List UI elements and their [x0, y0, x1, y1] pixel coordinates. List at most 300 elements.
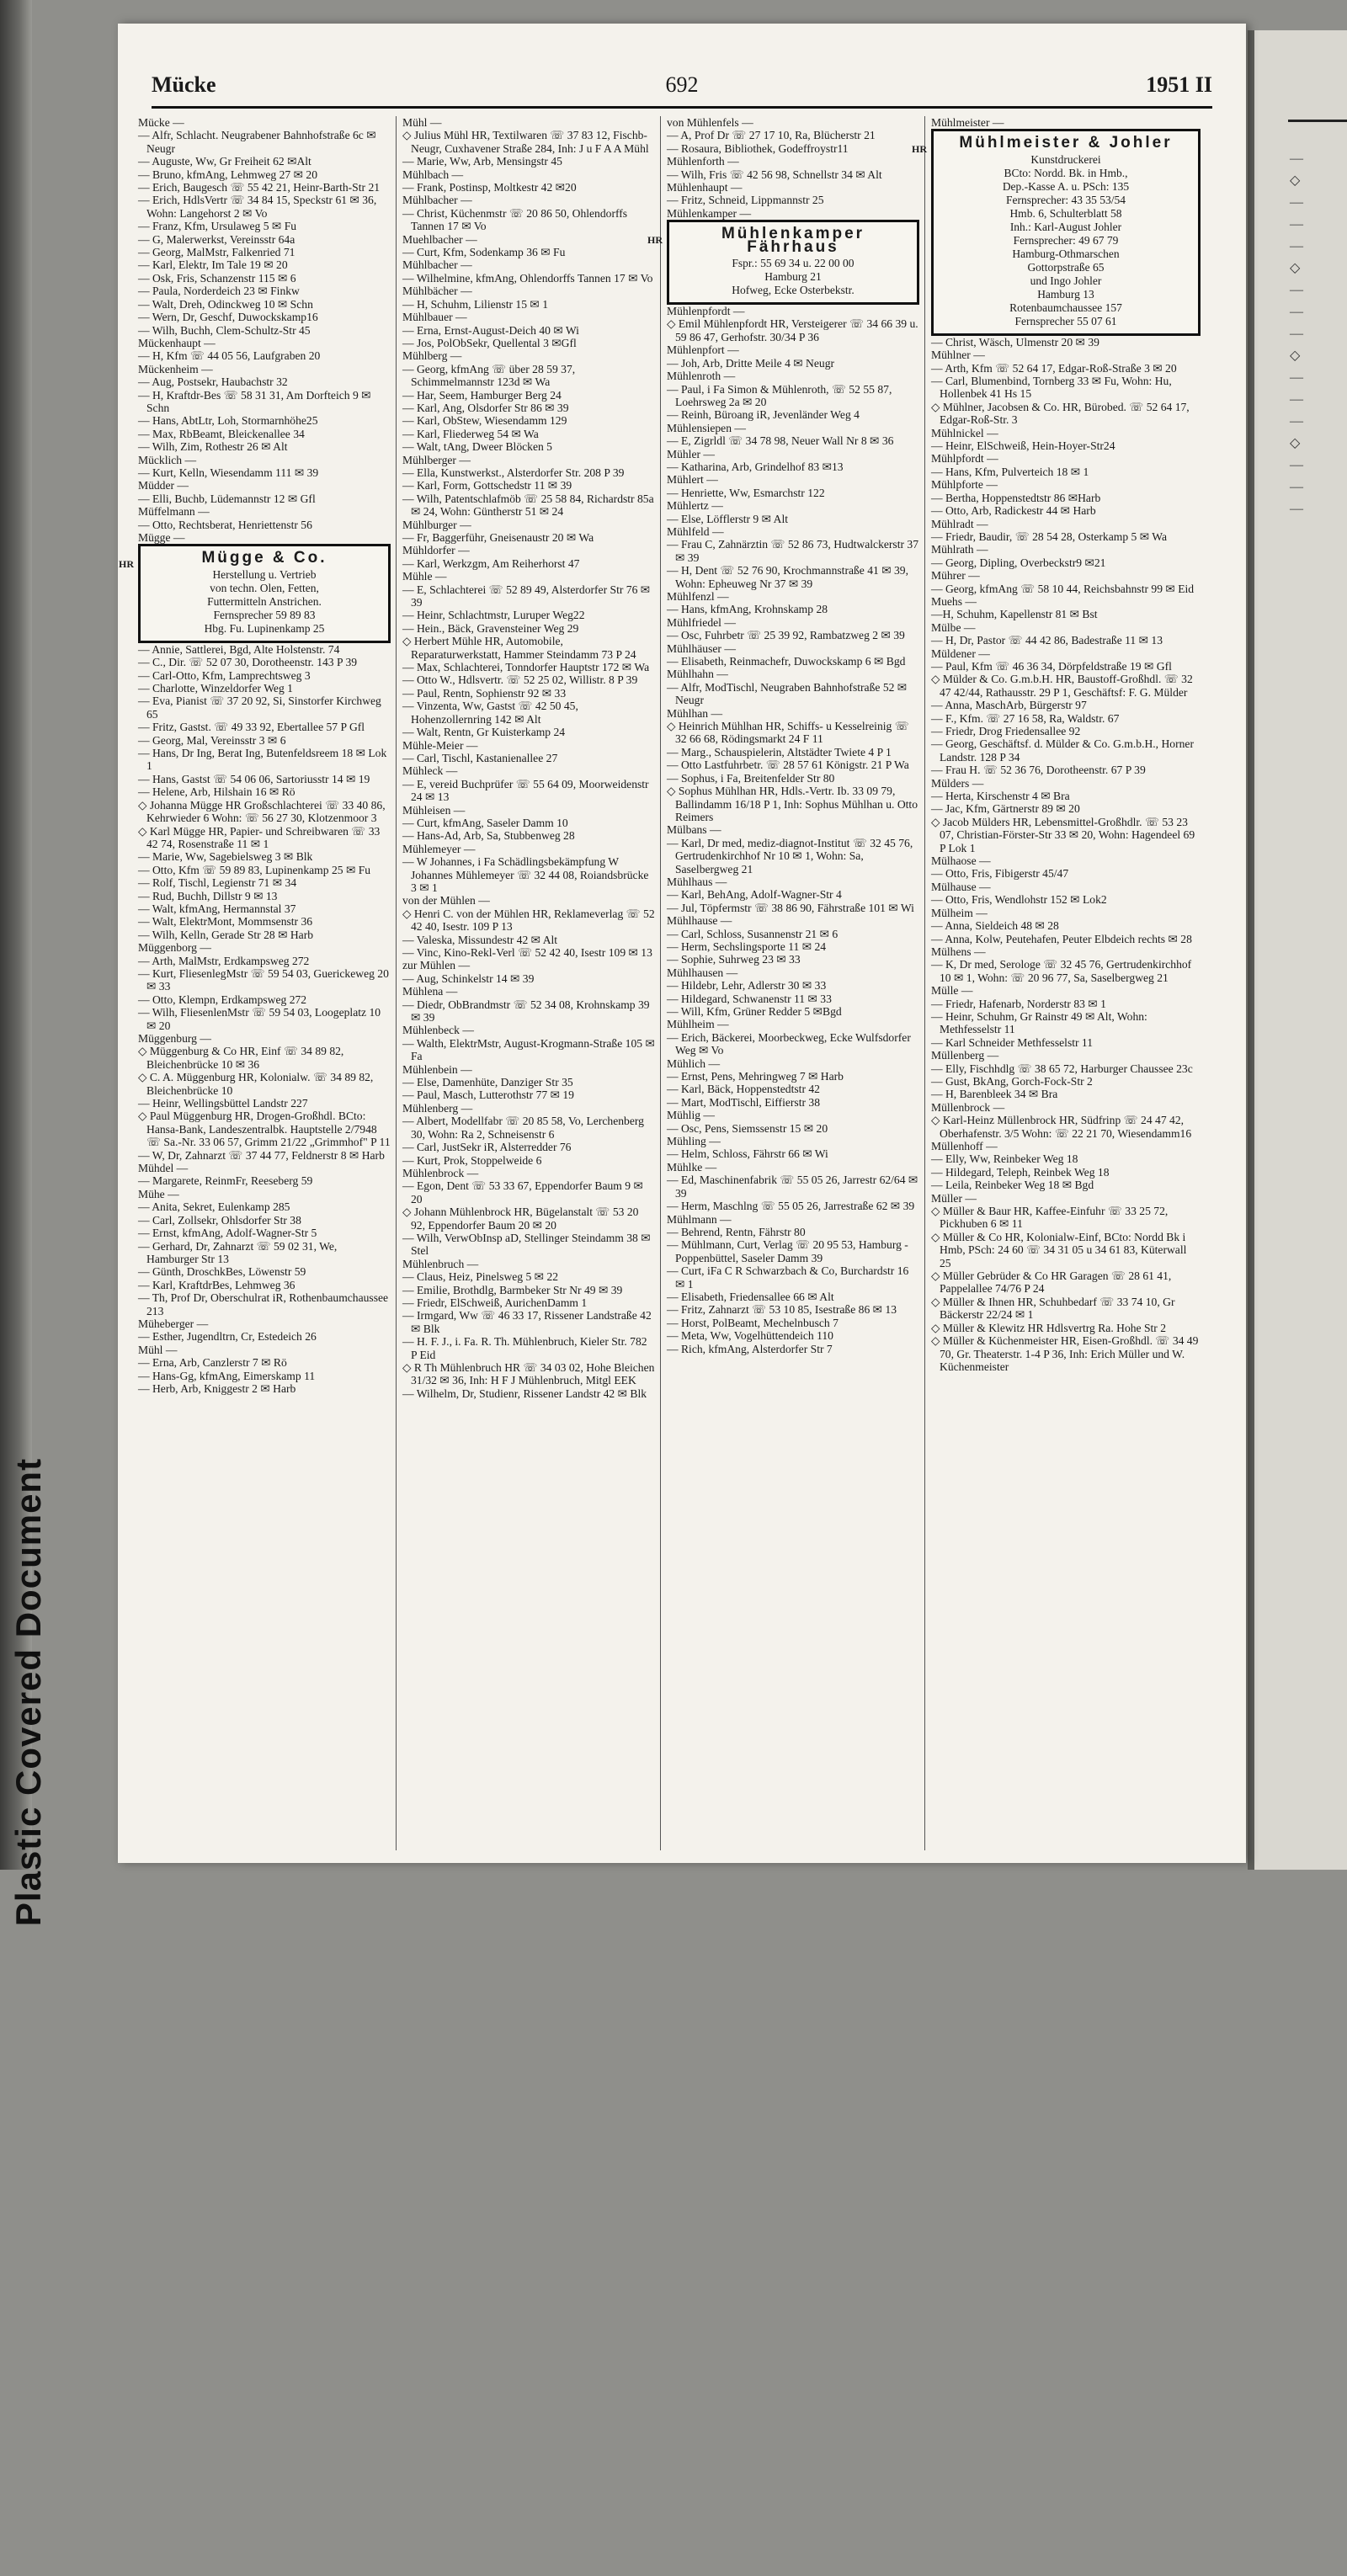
directory-entry: — Wilh, Buchh, Clem-Schultz-Str 45 — [138, 323, 311, 337]
directory-entry: — Georg, Geschäftsf. d. Mülder & Co. G.m.b.H., Horner Landstr. 128 P 34 — [931, 737, 1194, 764]
directory-entry: — Max, RbBeamt, Bleickenallee 34 — [138, 427, 305, 440]
directory-entry: — Christ, Wäsch, Ulmenstr 20 ✉ 39 — [931, 335, 1099, 349]
ad-line: Hamburg-Othmarschen — [1012, 247, 1120, 260]
column-4 — [912, 116, 1201, 1850]
ad-muehlmeister-title: Mühlmeister & Johler — [959, 134, 1173, 152]
directory-entry: ◇ Emil Mühlenpfordt HR, Versteigerer ☏ 34 66 39 u. 59 86 47, Gerhofstr. 30/34 P 36 — [667, 317, 918, 343]
directory-entry: — Alfr, ModTischl, Neugraben Bahnhofstraße 52 ✉ Neugr — [667, 680, 908, 707]
directory-entry: — Walt, Rentn, Gr Kuisterkamp 24 — [402, 726, 566, 739]
directory-entry: — Karl, Dr med, mediz-diagnot-Institut ☏ 32 45 76, Gertrudenkirchhof Nr 10 ✉ 1, Wohn: Sa, Saselbergweg 21 — [667, 836, 913, 876]
directory-entry: — Georg, kfmAng ☏ 58 10 44, Reichsbahnstr 99 ✉ Eid — [931, 582, 1195, 595]
directory-entry: — Carl, Tischl, Kastanienallee 27 — [402, 751, 558, 764]
directory-entry: — Erich, Bäckerei, Moorbeckweg, Ecke Wulfsdorfer Weg ✉ Vo — [667, 1030, 911, 1057]
directory-entry: Mührer — — [931, 569, 980, 583]
directory-entry: Müheberger — — [138, 1317, 209, 1330]
directory-entry: — Franz, Kfm, Ursulaweg 5 ✉ Fu — [138, 220, 297, 233]
directory-entry: Mühlheim — — [667, 1018, 729, 1031]
directory-entry: — Walt, ElektrMont, Mommsenstr 36 — [138, 915, 313, 929]
directory-entry: Mühdel — — [138, 1162, 189, 1175]
directory-entry: — Karl, ObStew, Wiesendamm 129 — [402, 414, 567, 428]
directory-entry: — Marg., Schauspielerin, Altstädter Twiete 4 P 1 — [667, 745, 892, 758]
directory-entry: — Otto, Kfm ☏ 59 89 83, Lupinenkamp 25 ✉ Fu — [138, 863, 371, 876]
directory-entry: Mühle — — [402, 570, 447, 583]
directory-entry: — Karl Schneider Methfesselstr 11 — [931, 1035, 1094, 1049]
ad-line: Fspr.: 55 69 34 u. 22 00 00 — [732, 257, 855, 270]
directory-entry: Mühlenbrock — — [402, 1166, 479, 1179]
directory-entry: — Reinh, Büroang iR, Jevenländer Weg 4 — [667, 408, 860, 422]
directory-entry: — Karl, Ang, Olsdorfer Str 86 ✉ 39 — [402, 401, 569, 414]
directory-entry: — Wilhelm, Dr, Studienr, Rissener Landstr 42 ✉ Blk — [402, 1386, 647, 1400]
next-page-stub: ◇ — [1290, 349, 1301, 363]
directory-entry: Mühlertz — — [667, 499, 723, 513]
directory-entry: — Jac, Kfm, Gärtnerstr 89 ✉ 20 — [931, 802, 1080, 816]
next-page-stub: — — [1290, 370, 1303, 385]
directory-entry: — Vinc, Kino-Rekl-Verl ☏ 52 42 40, Isestr 109 ✉ 13 — [402, 946, 652, 959]
ad-line: Hamburg 13 — [1037, 287, 1094, 301]
directory-entry: Mücklich — — [138, 453, 197, 466]
directory-entry: Mühe — — [138, 1187, 179, 1200]
directory-entry: ◇ Johanna Mügge HR Großschlachterei ☏ 33 40 86, Kehrwieder 6 Wohn: ☏ 56 27 30, Klotzenmoor 3 — [138, 798, 386, 825]
directory-entry: — E, Zigrldl ☏ 34 78 98, Neuer Wall Nr 8 ✉ 36 — [667, 434, 894, 448]
page-header — [152, 69, 1212, 109]
next-page-edge — [1248, 30, 1347, 1870]
directory-entry: — Georg, kfmAng ☏ über 28 59 37, Schimmelmannstr 123d ✉ Wa — [402, 362, 576, 389]
directory-entry: — Herb, Arb, Kniggestr 2 ✉ Harb — [138, 1381, 296, 1395]
directory-entry: — Mühlmann, Curt, Verlag ☏ 20 95 53, Hamburg - Poppenbüttel, Saseler Damm 39 — [667, 1238, 908, 1264]
directory-entry: Mühlbacher — — [402, 194, 472, 207]
directory-entry: Mückenheim — — [138, 362, 213, 375]
directory-entry: — Rud, Buchh, Dillstr 9 ✉ 13 — [138, 889, 278, 902]
column-2-entries — [402, 116, 655, 1400]
directory-entry: — Günth, DroschkBes, Löwenstr 59 — [138, 1265, 306, 1279]
directory-entry: Mühlensiepen — — [667, 421, 747, 434]
directory-entry: — Otto W., Hdlsvertr. ☏ 52 25 02, Willistr. 8 P 39 — [402, 673, 638, 687]
directory-entry: — Carl-Otto, Kfm, Lamprechtsweg 3 — [138, 668, 311, 682]
directory-entry: — Kurt, Kelln, Wiesendamm 111 ✉ 39 — [138, 466, 319, 479]
directory-entry: Mülders — — [931, 776, 984, 790]
directory-entry: — Heinr, Wellingsbüttel Landstr 227 — [138, 1097, 308, 1110]
ad-line: Hofweg, Ecke Osterbekstr. — [732, 284, 855, 297]
directory-entry: — Herm, Sechslingsporte 11 ✉ 24 — [667, 939, 827, 953]
next-page-stub: — — [1290, 152, 1303, 166]
directory-entry: Mühlberg — — [402, 349, 462, 363]
directory-entry: — Karl, BehAng, Adolf-Wagner-Str 4 — [667, 888, 842, 902]
directory-entry: ◇ R Th Mühlenbruch HR ☏ 34 03 02, Hohe Bleichen 31/32 ✉ 36, Inh: H F J Mühlenbruch, Mitgl EEK — [402, 1361, 655, 1387]
directory-entry: — W Johannes, i Fa Schädlingsbekämpfung W Johannes Mühlemeyer ☏ 32 44 08, Roiandsbrücke 3 ✉ 1 — [402, 855, 649, 894]
directory-entry: — Rosaura, Bibliothek, Godeffroystr11 — [667, 141, 849, 155]
ad-line: Fernsprecher: 49 67 79 — [1013, 233, 1119, 247]
directory-entry: — K, Dr med, Serologe ☏ 32 45 76, Gertrudenkirchhof 10 ✉ 1, Wohn: ☏ 20 96 77, Sa, Saselbergweg 21 — [931, 958, 1192, 984]
directory-entry: — Elli, Buchb, Lüdemannstr 12 ✉ Gfl — [138, 492, 316, 505]
directory-entry: Mühlenforth — — [667, 155, 739, 168]
directory-entry: — Heinr, ElSchweiß, Hein-Hoyer-Str24 — [931, 439, 1115, 453]
directory-entry: — Otto, Rechtsberat, Henriettenstr 56 — [138, 518, 312, 531]
directory-entry: — Auguste, Ww, Gr Freiheit 62 ✉Alt — [138, 155, 311, 168]
directory-entry: Müllenbrock — — [931, 1100, 1005, 1114]
directory-entry: Mühlig — — [667, 1109, 716, 1122]
directory-entry: — Frau H. ☏ 52 36 76, Dorotheenstr. 67 P 39 — [931, 764, 1146, 777]
directory-entry: — Fritz, Gastst. ☏ 49 33 92, Ebertallee 57 P Gfl — [138, 721, 365, 734]
directory-entry: Mühlenpfort — — [667, 343, 739, 357]
directory-entry: Müldener — — [931, 647, 990, 660]
next-page-stub: — — [1290, 480, 1303, 494]
directory-entry: — Curt, Kfm, Sodenkamp 36 ✉ Fu — [402, 246, 566, 259]
ad-muegge-title: Mügge & Co. — [201, 549, 327, 567]
directory-entry: — Hans, Dr Ing, Berat Ing, Butenfeldsreem 18 ✉ Lok 1 — [138, 747, 387, 773]
directory-entry: ◇ Mülder & Co. G.m.b.H. HR, Baustoff-Großhdl. ☏ 32 47 42/44, Rathausstr. 29 P 1, Geschäftsf: F. G. Mülder — [931, 673, 1193, 699]
next-page-stub: ◇ — [1290, 173, 1301, 188]
directory-entry: — Otto Lastfuhrbetr. ☏ 28 57 61 Königstr. 21 P Wa — [667, 758, 909, 772]
directory-entry: ◇ Johann Mühlenbrock HR, Bügelanstalt ☏ 53 20 92, Eppendorfer Baum 20 ✉ 20 — [402, 1206, 639, 1232]
ad-line: Rotenbaumchaussee 157 — [1009, 301, 1122, 314]
directory-entry: — Albert, Modellfabr ☏ 20 85 58, Vo, Lerchenberg 30, Wohn: Ra 2, Schneisenstr 6 — [402, 1115, 644, 1141]
directory-entry: — Horst, PolBeamt, Mechelnbusch 7 — [667, 1316, 839, 1329]
directory-entry: — Wilhelmine, kfmAng, Ohlendorffs Tannen 17 ✉ Vo — [402, 271, 653, 285]
directory-entry: — Vinzenta, Ww, Gastst ☏ 42 50 45, Hohenzollernring 142 ✉ Alt — [402, 700, 578, 726]
directory-entry: — Osk, Fris, Schanzenstr 115 ✉ 6 — [138, 271, 296, 285]
directory-entry: Mühlner — — [931, 349, 985, 362]
directory-entry: — Carl, Blumenbind, Tornberg 33 ✉ Fu, Wohn: Hu, Hollenbek 41 Hs 15 — [931, 375, 1172, 401]
directory-entry: — Emilie, Brothdlg, Barmbeker Str Nr 49 ✉ 39 — [402, 1283, 623, 1296]
ad-line: Fernsprecher: 43 35 53/54 — [1005, 193, 1126, 206]
next-page-stub: — — [1290, 239, 1303, 253]
directory-entry: — Georg, Mal, Vereinsstr 3 ✉ 6 — [138, 733, 286, 747]
directory-entry: — Margarete, ReinmFr, Reeseberg 59 — [138, 1174, 313, 1188]
directory-entry: — Will, Kfm, Grüner Redder 5 ✉Bgd — [667, 1005, 842, 1018]
directory-entry: — H. F. J., i. Fa. R. Th. Mühlenbruch, Kieler Str. 782 P Eid — [402, 1335, 647, 1361]
directory-entry: Mühlfriedel — — [667, 615, 736, 629]
directory-entry: Mühlhausen — — [667, 966, 738, 979]
directory-entry: — H, Dr, Pastor ☏ 44 42 86, Badestraße 11 ✉ 13 — [931, 634, 1163, 647]
next-page-stub: ◇ — [1290, 261, 1301, 275]
directory-entry: — Irmgard, Ww ☏ 46 33 17, Rissener Landstraße 42 ✉ Blk — [402, 1309, 652, 1335]
directory-entry: von der Mühlen — — [402, 894, 490, 907]
directory-entry: — Helene, Arb, Hilshain 16 ✉ Rö — [138, 785, 295, 799]
hr-mark: HR — [647, 234, 663, 247]
directory-entry: Mühl — — [138, 1343, 178, 1356]
directory-entry: — Carl, Zollsekr, Ohlsdorfer Str 38 — [138, 1213, 301, 1227]
directory-entry: Mühlradt — — [931, 517, 988, 530]
directory-entry: — Ella, Kunstwerkst., Alsterdorfer Str. 208 P 39 — [402, 466, 625, 479]
directory-entry: — Hildegard, Teleph, Reinbek Weg 18 — [931, 1165, 1110, 1179]
directory-entry: — Gerhard, Dr, Zahnarzt ☏ 59 02 31, We, Hamburger Str 13 — [138, 1239, 338, 1265]
directory-entry: Mühlfeld — — [667, 524, 724, 538]
directory-entry: — Elisabeth, Friedensallee 66 ✉ Alt — [667, 1290, 834, 1303]
directory-entry: Mühlert — — [667, 473, 718, 487]
ad-line: Kunstdruckerei — [1030, 152, 1101, 166]
directory-entry: ◇ Paul Müggenburg HR, Drogen-Großhdl. BCto: Hansa-Bank, Landeszentralbk. Hauptstelle 2/7948 ☏ Sa.-Nr. 33 06 57, Grimm 21/22 „Grimmhof" P 11 — [138, 1110, 391, 1149]
ad-line: Herstellung u. Vertrieb — [212, 567, 317, 581]
directory-entry: Mühlburger — — [402, 518, 471, 531]
directory-entry: von Mühlenfels — — [667, 116, 753, 129]
directory-entry: ◇ Heinrich Mühlhan HR, Schiffs- u Kesselreinig ☏ 32 66 68, Rödingsmarkt 24 F 11 — [667, 720, 909, 746]
directory-entry: Mühlberger — — [402, 453, 471, 466]
directory-entry: Mühlenpfordt — — [667, 305, 745, 318]
ad-muegge-box — [119, 544, 391, 642]
next-page-stub: — — [1290, 217, 1303, 232]
directory-entry: — Bertha, Hoppenstedtstr 86 ✉Harb — [931, 491, 1101, 504]
directory-entry: — Walt, tAng, Dweer Blöcken 5 — [402, 440, 552, 454]
next-page-stub: — — [1290, 195, 1303, 210]
directory-entry: — Hildegard, Schwanenstr 11 ✉ 33 — [667, 992, 832, 1005]
directory-entry: ◇ Julius Mühl HR, Textilwaren ☏ 37 83 12, Fischb-Neugr, Cuxhavener Straße 284, Inh: J u F A A Mühl — [402, 129, 649, 155]
directory-entry: — Aug, Schinkelstr 14 ✉ 39 — [402, 971, 535, 985]
directory-entry: — Hans-Ad, Arb, Sa, Stubbenweg 28 — [402, 829, 575, 843]
directory-entry: — Curt, kfmAng, Saseler Damm 10 — [402, 816, 568, 829]
directory-entry: Mühlbächer — — [402, 285, 472, 298]
column-3-entries-top — [667, 116, 919, 220]
directory-entry: — Kurt, FliesenlegMstr ☏ 59 54 03, Guerickeweg 20 ✉ 33 — [138, 966, 389, 993]
directory-entry: — H, Schuhm, Lilienstr 15 ✉ 1 — [402, 297, 548, 311]
directory-entry: — Ernst, Pens, Mehringweg 7 ✉ Harb — [667, 1070, 844, 1083]
directory-entry: — Erna, Ernst-August-Deich 40 ✉ Wi — [402, 323, 579, 337]
directory-entry: — Karl, KraftdrBes, Lehmweg 36 — [138, 1278, 295, 1291]
column-1-entries-bottom — [138, 643, 391, 1396]
directory-entry: — C., Dir. ☏ 52 07 30, Dorotheenstr. 143 P 39 — [138, 656, 358, 669]
directory-entry: — Ed, Maschinenfabrik ☏ 55 05 26, Jarrestr 62/64 ✉ 39 — [667, 1174, 918, 1200]
ad-line: Hmb. 6, Schulterblatt 58 — [1009, 206, 1122, 220]
column-1-entries-top — [138, 116, 391, 544]
directory-entry: — Katharina, Arb, Grindelhof 83 ✉13 — [667, 460, 844, 473]
directory-entry: ◇ Jacob Mülders HR, Lebensmittel-Großhdlr. ☏ 53 23 07, Christian-Förster-Str 33 ✉ 20, Wohn: Hagendeel 69 P Lok 1 — [931, 815, 1195, 854]
directory-entry: ◇ Herbert Mühle HR, Automobile, Reparaturwerkstatt, Hammer Steindamm 73 P 24 — [402, 635, 636, 661]
directory-entry: — Herta, Kirschenstr 4 ✉ Bra — [931, 790, 1070, 803]
directory-entry: — Eva, Pianist ☏ 37 20 92, Si, Sinstorfer Kirchweg 65 — [138, 695, 381, 721]
directory-entry: — Esther, Jugendltrn, Cr, Estedeich 26 — [138, 1330, 317, 1344]
directory-entry: — Anita, Sekret, Eulenkamp 285 — [138, 1200, 290, 1214]
directory-entry: Mühlenbruch — — [402, 1257, 479, 1270]
ad-muehlmeister-box — [912, 129, 1201, 335]
directory-entry: — Wilh, FliesenlenMstr ☏ 59 54 03, Loogeplatz 10 ✉ 20 — [138, 1006, 381, 1032]
directory-entry: — Heinr, Schuhm, Gr Rainstr 49 ✉ Alt, Wohn: Methfesselstr 11 — [931, 1009, 1147, 1036]
directory-entry: — Behrend, Rentn, Fährstr 80 — [667, 1225, 806, 1238]
column-3-entries-bottom — [667, 305, 919, 1355]
directory-entry: Mühlmeister — — [931, 116, 1004, 129]
column-divider — [660, 116, 661, 1850]
directory-entry: — Anna, Sieldeich 48 ✉ 28 — [931, 919, 1059, 933]
directory-entry: Müggenburg — — [138, 1032, 211, 1045]
directory-entry: — Elly, Ww, Reinbeker Weg 18 — [931, 1152, 1078, 1166]
directory-entry: Müffelmann — — [138, 505, 210, 519]
directory-entry: — Sophus, i Fa, Breitenfelder Str 80 — [667, 771, 835, 785]
directory-entry: — Walt, kfmAng, Hermannstal 37 — [138, 902, 296, 915]
directory-entry: Mühle-Meier — — [402, 738, 478, 752]
ad-line: von techn. Olen, Fetten, — [210, 581, 319, 594]
directory-entry: Mühlmann — — [667, 1212, 732, 1226]
directory-entry: — Herm, Maschlng ☏ 55 05 26, Jarrestraße 62 ✉ 39 — [667, 1200, 915, 1213]
directory-entry: — Elisabeth, Reinmachefr, Duwockskamp 6 ✉ Bgd — [667, 655, 906, 668]
directory-entry: — Karl, Elektr, Im Tale 19 ✉ 20 — [138, 258, 288, 272]
directory-entry: — E, vereid Buchprüfer ☏ 55 64 09, Moorweidenstr 24 ✉ 13 — [402, 777, 649, 804]
directory-entry: — Otto, Fris, Fibigerstr 45/47 — [931, 867, 1069, 881]
directory-entry: — Alfr, Schlacht. Neugrabener Bahnhofstraße 6c ✉ Neugr — [138, 129, 376, 155]
directory-entry: — Elly, Fischhdlg ☏ 38 65 72, Harburger Chaussee 23c — [931, 1062, 1193, 1075]
next-page-stub: — — [1290, 414, 1303, 428]
ad-line: Fernsprecher 55 07 61 — [1014, 314, 1117, 327]
directory-entry: — Friedr, Hafenarb, Norderstr 83 ✉ 1 — [931, 997, 1106, 1010]
directory-entry: ◇ C. A. Müggenburg HR, Kolonialw. ☏ 34 89 82, Bleichenbrücke 10 — [138, 1071, 374, 1097]
directory-entry: — H, Barenbleek 34 ✉ Bra — [931, 1088, 1058, 1101]
next-page-stub: — — [1290, 305, 1303, 319]
directory-entry: — Fritz, Schneid, Lippmannstr 25 — [667, 194, 824, 207]
directory-entry: — Paula, Norderdeich 23 ✉ Finkw — [138, 285, 300, 298]
directory-entry: Mühlnickel — — [931, 426, 998, 439]
ad-line: Inh.: Karl-August Johler — [1009, 220, 1122, 233]
directory-entry: — Karl, Fliederweg 54 ✉ Wa — [402, 427, 539, 440]
directory-entry: — Gust, BkAng, Gorch-Fock-Str 2 — [931, 1074, 1093, 1088]
directory-entry: — W, Dr, Zahnarzt ☏ 37 44 77, Feldnerstr 8 ✉ Harb — [138, 1148, 385, 1162]
column-4-entries-top — [931, 116, 1201, 129]
ad-line: Fernsprecher 59 89 83 — [213, 608, 316, 621]
directory-entry: Mühlke — — [667, 1160, 717, 1174]
directory-entry: — Wilh, Kelln, Gerade Str 28 ✉ Harb — [138, 928, 314, 941]
directory-entry: — Erna, Arb, Canzlerstr 7 ✉ Rö — [138, 1356, 287, 1370]
column-1 — [119, 116, 391, 1850]
ad-line: Dep.-Kasse A. u. PSch: 135 — [1002, 179, 1130, 193]
directory-entry: — Paul, i Fa Simon & Mühlenroth, ☏ 52 55 87, Loehrsweg 2a ✉ 20 — [667, 382, 892, 408]
directory-entry: — Friedr, Baudir, ☏ 28 54 28, Osterkamp 5 ✉ Wa — [931, 530, 1168, 543]
directory-entry: — Wilh, VerwObInsp aD, Stellinger Steindamm 38 ✉ Stel — [402, 1231, 651, 1258]
next-page-stub: — — [1290, 283, 1303, 297]
directory-entry: Mülle — — [931, 984, 973, 998]
directory-entry: Muehs — — [931, 594, 977, 608]
directory-entry: Mühlenbeck — — [402, 1024, 474, 1037]
directory-entry: — Bruno, kfmAng, Lehmweg 27 ✉ 20 — [138, 168, 318, 181]
page-gutter — [1248, 30, 1254, 1870]
directory-entry: — Valeska, Missundestr 42 ✉ Alt — [402, 933, 558, 946]
directory-entry: — Christ, Küchenmstr ☏ 20 86 50, Ohlendorffs Tannen 17 ✉ Vo — [402, 206, 628, 233]
directory-entry: Mücke — — [138, 116, 184, 129]
directory-entry: — Arth, Kfm ☏ 52 64 17, Edgar-Roß-Straße 3 ✉ 20 — [931, 361, 1177, 375]
ad-line: Hbg. Fu. Lupinenkamp 25 — [204, 621, 325, 635]
directory-entry: — G, Malerwerkst, Vereinsstr 64a — [138, 232, 295, 246]
column-2 — [402, 116, 655, 1850]
directory-entry: Mülbe — — [931, 620, 976, 634]
directory-entry: Mühlbacher — — [402, 258, 472, 272]
next-page-stub: — — [1290, 502, 1303, 516]
directory-entry: — Th, Prof Dr, Oberschulrat iR, Rothenbaumchaussee 213 — [138, 1291, 389, 1317]
directory-entry: — Curt, iFa C R Schwarzbach & Co, Burchardstr 16 ✉ 1 — [667, 1264, 909, 1291]
directory-entry: — Hein., Bäck, Gravensteiner Weg 29 — [402, 621, 579, 635]
directory-entry: — Har, Seem, Hamburger Berg 24 — [402, 388, 562, 402]
next-page-stub: — — [1290, 392, 1303, 407]
directory-entry: Mühlemeyer — — [402, 842, 476, 855]
directory-entry: — Hildebr, Lehr, Adlerstr 30 ✉ 33 — [667, 979, 827, 993]
directory-entry: — Walt, Dreh, Odinckweg 10 ✉ Schn — [138, 297, 313, 311]
directory-entry: ◇ Müggenburg & Co HR, Einf ☏ 34 89 82, Bleichenbrücke 10 ✉ 36 — [138, 1045, 344, 1071]
directory-entry: — Friedr, Drog Friedensallee 92 — [931, 725, 1081, 737]
directory-entry: — Osc, Fuhrbetr ☏ 25 39 92, Rambatzweg 2 ✉ 39 — [667, 629, 905, 642]
directory-entry: ◇ Karl Mügge HR, Papier- und Schreibwaren ☏ 33 42 74, Rosenstraße 11 ✉ 1 — [138, 824, 381, 850]
directory-entry: Mülhause — — [931, 880, 991, 893]
directory-entry: ◇ Müller & Co HR, Kolonialw-Einf, BCto: Nordd Bk i Hmb, PSch: 24 60 ☏ 34 31 05 u 34 61 83, Küterwall 25 — [931, 1230, 1187, 1269]
page-number: 692 — [665, 72, 699, 97]
ad-line: Hamburg 21 — [764, 270, 822, 284]
directory-entry: ◇ Karl-Heinz Müllenbrock HR, Südfrinp ☏ 24 47 42, Oberhafenstr. 3/5 Wohn: ☏ 22 21 70, Wiesendamm16 — [931, 1114, 1192, 1140]
directory-entry: — H, Dent ☏ 52 76 90, Krochmannstraße 41 ✉ 39, Wohn: Epheuweg Nr 37 ✉ 39 — [667, 564, 909, 590]
ad-faehrhaus-box — [647, 220, 919, 305]
directory-entry: Mülheim — — [931, 906, 988, 919]
directory-entry: — Wilh, Fris ☏ 42 56 98, Schnellstr 34 ✉ Alt — [667, 168, 882, 181]
directory-entry: — Arth, MalMstr, Erdkampsweg 272 — [138, 954, 310, 967]
column-divider — [924, 116, 925, 1850]
directory-entry: — Frank, Postinsp, Moltkestr 42 ✉20 — [402, 181, 577, 194]
directory-entry: — Sophie, Suhrweg 23 ✉ 33 — [667, 953, 801, 966]
directory-entry: Mühlfenzl — — [667, 590, 729, 603]
directory-entry: Mülhens — — [931, 945, 986, 958]
directory-entry: — Rolf, Tischl, Legienstr 71 ✉ 34 — [138, 876, 297, 890]
directory-entry: Mühlpfordt — — [931, 452, 998, 466]
directory-entry: — Wilh, Patentschlafmöb ☏ 25 58 84, Richardstr 85a ✉ 24, Wohn: Güntherstr 51 ✉ 24 — [402, 492, 654, 519]
directory-entry: Mühlhahn — — [667, 668, 728, 681]
directory-entry: Mühler — — [667, 447, 716, 460]
directory-entry: Mühlenberg — — [402, 1101, 473, 1115]
directory-entry: — Diedr, ObBrandmstr ☏ 52 34 08, Krohnskamp 39 ✉ 39 — [402, 998, 650, 1025]
directory-entry: — Heinr, Schlachtmstr, Luruper Weg22 — [402, 609, 585, 622]
directory-entry: — Anna, MaschArb, Bürgerstr 97 — [931, 699, 1087, 712]
directory-entry: — Karl, Bäck, Hoppenstedtstr 42 — [667, 1083, 820, 1096]
directory-entry: — Rich, kfmAng, Alsterdorfer Str 7 — [667, 1342, 833, 1355]
directory-entry: Mühlenroth — — [667, 370, 736, 383]
directory-entry: ◇ Müller & Ihnen HR, Schuhbedarf ☏ 33 74 10, Gr Bäckerstr 22/24 ✉ 1 — [931, 1295, 1175, 1322]
directory-entry: Mülbans — — [667, 823, 721, 837]
directory-entry: — Aug, Postsekr, Haubachstr 32 — [138, 375, 288, 389]
directory-entry: — Egon, Dent ☏ 53 33 67, Eppendorfer Baum 9 ✉ 20 — [402, 1179, 643, 1206]
directory-entry: Mühleisen — — [402, 803, 466, 817]
directory-entry: — Marie, Ww, Sagebielsweg 3 ✉ Blk — [138, 850, 313, 864]
directory-entry: Müllenhoff — — [931, 1140, 998, 1152]
directory-entry: Müggenborg — — [138, 941, 211, 955]
directory-entry: — Max, Schlachterei, Tonndorfer Hauptstr 172 ✉ Wa — [402, 661, 650, 674]
directory-entry: — Paul, Rentn, Sophienstr 92 ✉ 33 — [402, 686, 567, 700]
directory-entry: Mückenhaupt — — [138, 336, 216, 349]
next-page-stub: — — [1290, 458, 1303, 472]
directory-entry: — Kurt, Prok, Stoppelweide 6 — [402, 1153, 542, 1167]
directory-entry: — H, Kraftdr-Bes ☏ 58 31 31, Am Dorfteich 9 ✉ Schn — [138, 388, 371, 414]
directory-entry: — Hans, Kfm, Pulverteich 18 ✉ 1 — [931, 465, 1089, 478]
directory-entry: — Claus, Heiz, Pinelsweg 5 ✉ 22 — [402, 1270, 559, 1284]
directory-entry: Mühleck — — [402, 764, 458, 778]
directory-entry: — Helm, Schloss, Fährstr 66 ✉ Wi — [667, 1147, 828, 1161]
directory-entry: Mühling — — [667, 1135, 721, 1148]
directory-entry: Mühlena — — [402, 985, 458, 998]
directory-entry: — Frau C, Zahnärztin ☏ 52 86 73, Hudtwalckerstr 37 ✉ 39 — [667, 538, 919, 564]
directory-entry: — Marie, Ww, Arb, Mensingstr 45 — [402, 155, 562, 168]
directory-entry: — Anna, Kolw, Peutehafen, Peuter Elbdeich rechts ✉ 28 — [931, 932, 1192, 945]
directory-entry: — F., Kfm. ☏ 27 16 58, Ra, Waldstr. 67 — [931, 711, 1120, 725]
directory-entry: — Meta, Ww, Vogelhüttendeich 110 — [667, 1329, 833, 1343]
directory-entry: Mühlenbein — — [402, 1062, 472, 1076]
directory-entry: — Carl, JustSekr iR, Alsterredder 76 — [402, 1141, 572, 1154]
directory-entry: — Erich, HdlsVertr ☏ 34 84 15, Speckstr 61 ✉ 36, Wohn: Langehorst 2 ✉ Vo — [138, 194, 377, 220]
directory-entry: Mühlpforte — — [931, 478, 998, 492]
directory-entry: —H, Schuhm, Kapellenstr 81 ✉ Bst — [931, 608, 1098, 621]
ad-line: und Ingo Johler — [1030, 274, 1102, 287]
directory-entry: ◇ Müller Gebrüder & Co HR Garagen ☏ 28 61 41, Pappelallee 74/76 P 24 — [931, 1269, 1172, 1296]
directory-entry: — Otto, Klempn, Erdkampsweg 272 — [138, 993, 307, 1006]
directory-entry: — Walth, ElektrMstr, August-Krogmann-Straße 105 ✉ Fa — [402, 1036, 655, 1063]
next-page-header-rule — [1288, 120, 1347, 122]
directory-entry: — Wern, Dr, Geschf, Duwockskamp16 — [138, 311, 318, 324]
directory-entry: ◇ Müller & Klewitz HR Hdlsvertrg Ra. Hohe Str 2 — [931, 1321, 1167, 1334]
directory-entry: ◇ Henri C. von der Mühlen HR, Reklameverlag ☏ 52 42 40, Isestr. 109 P 13 — [402, 907, 655, 934]
ad-muehlmeister-lines — [939, 153, 1193, 328]
ad-faehrhaus-lines — [674, 257, 912, 297]
directory-entry: — Jul, Töpfermstr ☏ 38 86 90, Fährstraße 101 ✉ Wi — [667, 901, 914, 914]
directory-entry: — Mart, ModTischl, Eiffierstr 38 — [667, 1095, 821, 1109]
directory-entry: Müller — — [931, 1191, 977, 1205]
directory-entry: — Fr, Baggerführ, Gneisenaustr 20 ✉ Wa — [402, 531, 594, 544]
